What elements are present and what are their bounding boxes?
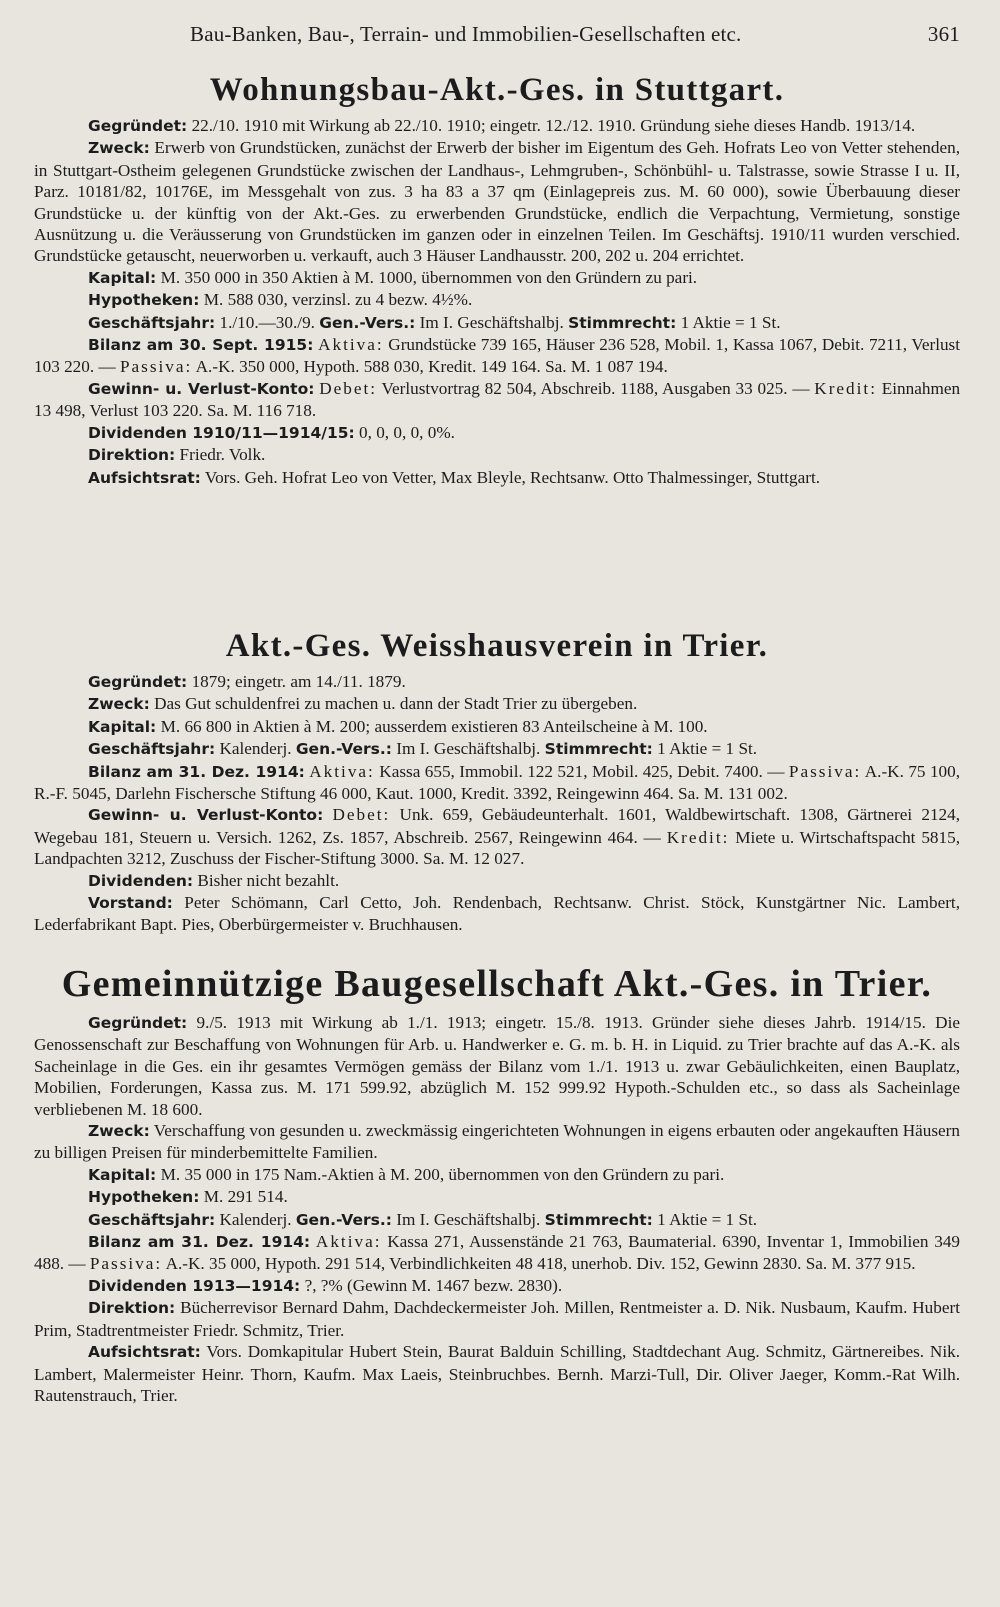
board-paragraph: Vorstand: Peter Schömann, Carl Cetto, Joh. Rendenbach, Rechtsanw. Christ. Stöck, Kunstgärtner Nic. Lambert, Lederfabrikant Bapt. Pies, Oberbürgermeister v. Bruchhausen.: [34, 893, 960, 935]
profit-loss-paragraph: Gewinn- u. Verlust-Konto: Debet: Unk. 659, Gebäudeunterhalt. 1601, Waldbewirtschaft. 1308, Gärtnerei 2124, Wegebau 181, Steuern u. Versich. 1262, Zs. 1857, Abschreib. 2567, Reingewinn 464. — Kredit: Miete u. Wirtschaftspacht 5815, Landpachten 3212, Zuschuss der Fischer-Stiftung 3000. Sa. M. 12 027.: [34, 805, 961, 869]
mortgage-paragraph: Hypotheken: M. 588 030, verzinsl. zu 4 bezw. 4½%.: [88, 290, 473, 310]
supervisory-board-paragraph: Aufsichtsrat: Vors. Domkapitular Hubert Stein, Baurat Balduin Schilling, Stadtdechant Aug. Schmitz, Gärtnereibes. Nik. Lambert, Malermeister Heinr. Thorn, Kaufm. Max Laeis, Steinbruchbes. Bernh. Marzi-Tull, Dir. Oliver Jaeger, Komm.-Rat Wilh. Rautenstrauch, Trier.: [34, 1342, 960, 1405]
capital-paragraph: Kapital: M. 35 000 in 175 Nam.-Aktien à M. 200, übernommen von den Gründern zu pari.: [88, 1164, 725, 1184]
business-year-paragraph: Geschäftsjahr: Kalenderj. Gen.-Vers.: Im I. Geschäftshalbj. Stimmrecht: 1 Aktie = 1 St.: [88, 739, 758, 759]
purpose-paragraph: Zweck: Das Gut schuldenfrei zu machen u. dann der Stadt Trier zu übergeben.: [88, 694, 638, 714]
company-entry: [34, 962, 960, 1406]
running-header: [190, 22, 960, 47]
purpose-paragraph: Zweck: Erwerb von Grundstücken, zunächst der Erwerb der bisher im Eigentum des Geh. Hofrats Leo von Vetter stehenden, in Stuttgart-Ostheim gelegenen Grundstücke zwischen der Landhaus-, Lehmgruben-, Schönbühl- u. Talstrasse, sowie Strasse I u. II, Parz. 10181/82, 10176E, im Messgehalt von zus. 3 ha 83 a 37 qm (Einlagepreis zus. M. 60 000), sowie Überbauung dieser Grundstücke u. der künftig von der Akt.-Ges. zu erwerbenden Grundstücke, endlich die Verpachtung, Vermietung, sonstige Ausnützung u. die Veräusserung von Grundstücken im ganzen oder in einzelnen Teilen. Im Geschäftsj. 1910/11 wurden verschied. Grundstücke getauscht, neuerworben u. verkauft, auch 3 Häuser Landhausstr. 200, 202 u. 204 errichtet.: [34, 138, 961, 266]
capital-paragraph: Kapital: M. 350 000 in 350 Aktien à M. 1000, übernommen von den Gründern zu pari.: [88, 267, 698, 287]
company-title: Gemeinnützige Baugesellschaft Akt.-Ges. in Trier.: [61, 963, 933, 1005]
founded-paragraph: Gegründet: 1879; eingetr. am 14./11. 1879.: [88, 672, 406, 691]
dividends-paragraph: Dividenden: Bisher nicht bezahlt.: [88, 870, 340, 890]
founded-paragraph: Gegründet: 22./10. 1910 mit Wirkung ab 22./10. 1910; eingetr. 12./12. 1910. Gründung siehe dieses Handb. 1913/14.: [88, 116, 916, 135]
business-year-paragraph: Geschäftsjahr: 1./10.—30./9. Gen.-Vers.: Im I. Geschäftshalbj. Stimmrecht: 1 Aktie = 1 St.: [88, 312, 781, 332]
dividends-paragraph: Dividenden 1913—1914: ?, ?% (Gewinn M. 1467 bezw. 2830).: [88, 1275, 563, 1295]
company-title: Akt.-Ges. Weisshausverein in Trier.: [225, 628, 769, 664]
balance-paragraph: Bilanz am 30. Sept. 1915: Aktiva: Grundstücke 739 165, Häuser 236 528, Mobil. 1, Kassa 1067, Debit. 7211, Verlust 103 220. — Passiva: A.-K. 350 000, Hypoth. 588 030, Kredit. 149 164. Sa. M. 1 087 194.: [34, 335, 961, 377]
company-entry: [34, 628, 960, 936]
supervisory-board-paragraph: Aufsichtsrat: Vors. Geh. Hofrat Leo von Vetter, Max Bleyle, Rechtsanw. Otto Thalmessinger, Stuttgart.: [88, 467, 821, 487]
business-year-paragraph: Geschäftsjahr: Kalenderj. Gen.-Vers.: Im I. Geschäftshalbj. Stimmrecht: 1 Aktie = 1 St.: [88, 1209, 758, 1229]
company-entry: [34, 72, 960, 489]
balance-paragraph: Bilanz am 31. Dez. 1914: Aktiva: Kassa 655, Immobil. 122 521, Mobil. 425, Debit. 7400. — Passiva: A.-K. 75 100, R.-F. 5045, Darlehn Fischersche Stiftung 46 000, Kaut. 1000, Kredit. 3392, Reingewinn 464. Sa. M. 131 002.: [34, 761, 961, 804]
company-title: Wohnungsbau-Akt.-Ges. in Stuttgart.: [209, 72, 785, 108]
page-number: 361: [927, 22, 960, 46]
running-title: Bau-Banken, Bau-, Terrain- und Immobilien-Gesellschaften etc.: [190, 22, 742, 46]
management-paragraph: Direktion: Bücherrevisor Bernard Dahm, Dachdeckermeister Joh. Millen, Rentmeister a. D. Nik. Nusbaum, Kaufm. Hubert Prim, Stadtrentmeister Friedr. Schmitz, Trier.: [34, 1298, 960, 1340]
capital-paragraph: Kapital: M. 66 800 in Aktien à M. 200; ausserdem existieren 83 Anteilscheine à M. 100.: [88, 716, 708, 736]
dividends-paragraph: Dividenden 1910/11—1914/15: 0, 0, 0, 0, 0%.: [88, 422, 455, 442]
profit-loss-paragraph: Gewinn- u. Verlust-Konto: Debet: Verlustvortrag 82 504, Abschreib. 1188, Ausgaben 33 025. — Kredit: Einnahmen 13 498, Verlust 103 220. Sa. M. 116 718.: [34, 378, 961, 421]
purpose-paragraph: Zweck: Verschaffung von gesunden u. zweckmässig eingerichteten Wohnungen in eigens erbauten oder angekauften Häusern zu billigen Preisen für minderbemittelte Familien.: [34, 1121, 960, 1163]
mortgage-paragraph: Hypotheken: M. 291 514.: [88, 1187, 288, 1207]
balance-paragraph: Bilanz am 31. Dez. 1914: Aktiva: Kassa 271, Aussenstände 21 763, Baumaterial. 6390, Inventar 1, Immobilien 349 488. — Passiva: A.-K. 35 000, Hypoth. 291 514, Verbindlichkeiten 48 418, unerhob. Div. 152, Gewinn 2830. Sa. M. 377 915.: [34, 1232, 961, 1274]
founded-paragraph: Gegründet: 9./5. 1913 mit Wirkung ab 1./1. 1913; eingetr. 15./8. 1913. Gründer siehe dieses Jahrb. 1914/15. Die Genossenschaft zur Beschaffung von Wohnungen für Arb. u. Handwerker e. G. m. b. H. in Liquid. zu Trier brachte auf das A.-K. als Sacheinlage in die Ges. ein ihr gesamtes Vermögen gemäss der Bilanz vom 1./1. 1913 u. zwar Gebäulichkeiten, einen Bauplatz, Mobilien, Forderungen, Kassa zus. M. 171 599.92, abzüglich M. 152 999.92 Hypoth.-Schulden etc., so dass als Sacheinlage verbliebenen M. 18 600.: [34, 1013, 960, 1119]
management-paragraph: Direktion: Friedr. Volk.: [88, 445, 266, 465]
